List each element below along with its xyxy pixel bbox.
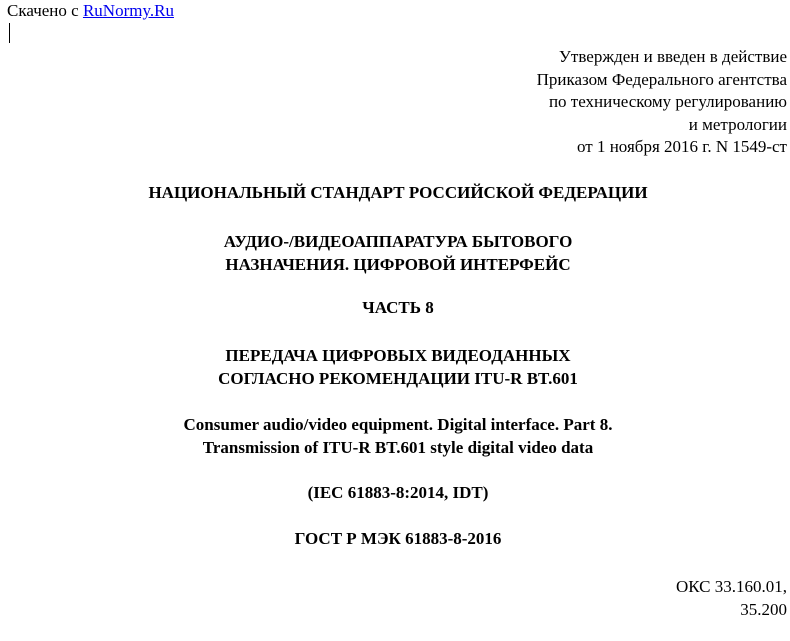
standard-title: НАЦИОНАЛЬНЫЙ СТАНДАРТ РОССИЙСКОЙ ФЕДЕРАЦИИ (148, 183, 648, 202)
oks-code-line: 35.200 (740, 600, 787, 619)
document-subtitle-ru-line: СОГЛАСНО РЕКОМЕНДАЦИИ ITU-R BT.601 (218, 369, 578, 388)
gost-number: ГОСТ Р МЭК 61883-8-2016 (294, 529, 502, 548)
document-subtitle-ru-line: ПЕРЕДАЧА ЦИФРОВЫХ ВИДЕОДАННЫХ (225, 346, 571, 365)
source-link[interactable]: RuNormy.Ru (82, 1, 174, 20)
approval-block (537, 46, 787, 159)
text-cursor (9, 23, 10, 43)
approval-line: Приказом Федерального агентства (536, 69, 787, 89)
oks-code (676, 575, 787, 621)
document-subtitle-ru (0, 344, 790, 390)
document-title-en-line: Transmission of ITU-R BT.601 style digital video data (202, 438, 594, 457)
document-title-ru-line: НАЗНАЧЕНИЯ. ЦИФРОВОЙ ИНТЕРФЕЙС (225, 255, 571, 274)
iec-reference: (IEC 61883-8:2014, IDT) (307, 483, 489, 502)
approval-line: от 1 ноября 2016 г. N 1549-ст (577, 137, 787, 157)
part-label: ЧАСТЬ 8 (362, 298, 434, 317)
document-title-ru-line: АУДИО-/ВИДЕОАППАРАТУРА БЫТОВОГО (223, 232, 573, 251)
approval-line: Утвержден и введен в действие (558, 47, 787, 66)
approval-line: и метрологии (688, 114, 787, 134)
document-title-en-line: Consumer audio/video equipment. Digital interface. Part 8. (183, 415, 613, 434)
source-line (7, 1, 174, 21)
oks-code-line: ОКС 33.160.01, (675, 577, 787, 596)
document-title-ru (0, 230, 790, 276)
approval-line: по техническому регулированию (548, 92, 787, 112)
source-prefix: Скачено с (7, 1, 83, 20)
document-title-en (0, 413, 790, 459)
